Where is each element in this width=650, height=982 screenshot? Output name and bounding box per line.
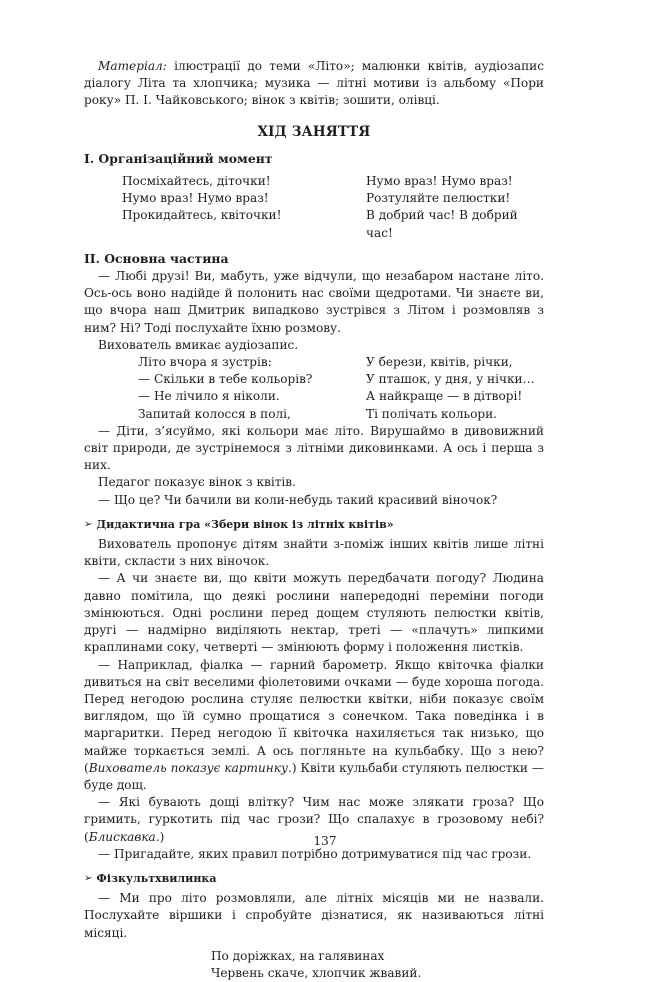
verse-line: У пташок, у дня, у нічки… bbox=[366, 372, 535, 387]
paragraph: — А чи знаєте ви, що квіти можуть передбачати погоду? Людина давно помітила, що деякі рослини напередодні переміни погоди змінюються. Одні рослини перед дощем стуляють пелюстки квітів, другі — надмірно виділяють нектар, треті — «плачуть» липкими краплинами соку, четверті — змінюють форму і положення листків. bbox=[84, 571, 544, 655]
verse-line: Посміхайтесь, діточки! bbox=[122, 174, 271, 189]
fizkult-title bbox=[84, 870, 544, 887]
materials-label: Матеріал: bbox=[98, 59, 167, 73]
verse-right-column bbox=[366, 354, 544, 423]
materials-paragraph bbox=[84, 58, 544, 110]
verse-left-column bbox=[138, 354, 366, 423]
lesson-heading: ХІД ЗАНЯТТЯ bbox=[257, 123, 371, 140]
verse-line: В добрий час! В добрий час! bbox=[366, 208, 518, 240]
paragraph: Педагог показує вінок з квітів. bbox=[98, 475, 296, 490]
page-number: 137 bbox=[313, 834, 337, 848]
verse-right-column bbox=[366, 173, 544, 242]
verse-line: Розтуляйте пелюстки! bbox=[366, 191, 511, 206]
section-1-title: I. Організаційний момент bbox=[84, 150, 273, 166]
verse-line: Нумо враз! Нумо враз! bbox=[366, 174, 513, 189]
text-run: — Які бувають дощі влітку? Чим нас може злякати гроза? Що гримить, гуркотить під час грози? Що спалахує в грозовому небі? ( bbox=[84, 795, 544, 844]
verse-line: Нумо враз! Нумо враз! bbox=[122, 191, 269, 206]
summer-dialogue-verse bbox=[138, 354, 544, 423]
greeting-verse bbox=[122, 173, 544, 242]
verse-line: А найкраще — в дітворі! bbox=[366, 389, 523, 404]
section-2-title: II. Основна частина bbox=[84, 250, 229, 266]
stage-direction: Вихователь показує картинку. bbox=[88, 760, 292, 775]
paragraph: Вихователь вмикає аудіозапис. bbox=[98, 337, 299, 352]
poem-line: По доріжках, на галявинах bbox=[211, 948, 385, 963]
verse-line: Літо вчора я зустрів: bbox=[138, 355, 272, 370]
paragraph: — Діти, з’ясуймо, які кольори має літо. Вирушаймо в дивовижний світ природи, де зустрінемося з літніми диковинками. А ось і перша з них. bbox=[84, 423, 544, 473]
verse-line: Запитай колосся в полі, bbox=[138, 406, 291, 421]
months-poem bbox=[211, 948, 544, 982]
paragraph: — Ми про літо розмовляли, але літніх місяців ми не назвали. Послухайте віршики і спробуйте дізнатися, як називаються літні місяці. bbox=[84, 891, 544, 940]
text-run: ) bbox=[159, 829, 165, 844]
text-run: ) Квіти кульбаби стуляють пелюстки — буде дощ. bbox=[84, 760, 544, 792]
fizkult-title-text: Фізкультхвилинка bbox=[96, 871, 217, 885]
text-run: — Наприклад, фіалка — гарний барометр. Якщо квіточка фіалки дивиться на світ веселими фіолетовими очками — буде хороша погода. Перед негодою рослина стуляє пелюстки квітки, ніби показує своїм виглядом, що їй сумно прощатися з сонечком. Така поведінка і в маргаритки. Перед негодою її квіточка нахиляється так низько, що майже торкається землі. А ось погляньте на кульбабку. Що з нею? ( bbox=[84, 657, 544, 775]
game-title-text: Дидактична гра «Збери вінок із літніх квітів» bbox=[96, 517, 394, 531]
arrow-bullet-icon: ➢ bbox=[84, 872, 93, 884]
paragraph: — Любі друзі! Ви, мабуть, уже відчули, що незабаром настане літо. Ось-ось воно надійде й полонить нас своїми щедротами. Чи знаєте ви, що вчора наш Дмитрик випадково зустрівся з Літом і розмовляв з ним? Ні? Тоді послухайте їхню розмову. bbox=[84, 269, 544, 335]
paragraph: Вихователь пропонує дітям знайти з-поміж інших квітів лише літні квіти, скласти з них віночок. bbox=[84, 537, 544, 569]
verse-line: Ті полічать кольори. bbox=[366, 406, 498, 421]
paragraph bbox=[84, 657, 544, 795]
materials-text: ілюстрації до теми «Літо»; малюнки квітів, аудіозапис діалогу Літа та хлопчика; музика — літні мотиви із альбому «Пори року» П. І. Чайковського; вінок з квітів; зошити, олівці. bbox=[84, 59, 544, 108]
game-title bbox=[84, 516, 544, 533]
verse-line: — Не лічило я ніколи. bbox=[138, 389, 280, 404]
paragraph: — Пригадайте, яких правил потрібно дотримуватися під час грози. bbox=[98, 846, 532, 861]
answer-hint: Блискавка. bbox=[88, 829, 160, 844]
verse-left-column bbox=[122, 173, 366, 242]
verse-line: — Скільки в тебе кольорів? bbox=[138, 372, 313, 387]
arrow-bullet-icon: ➢ bbox=[84, 518, 93, 530]
verse-line: Прокидайтесь, квіточки! bbox=[122, 208, 282, 223]
verse-line: У берези, квітів, річки, bbox=[366, 355, 513, 370]
poem-line: Червень скаче, хлопчик жвавий. bbox=[211, 965, 422, 980]
paragraph: — Що це? Чи бачили ви коли-небудь такий красивий віночок? bbox=[98, 492, 498, 507]
